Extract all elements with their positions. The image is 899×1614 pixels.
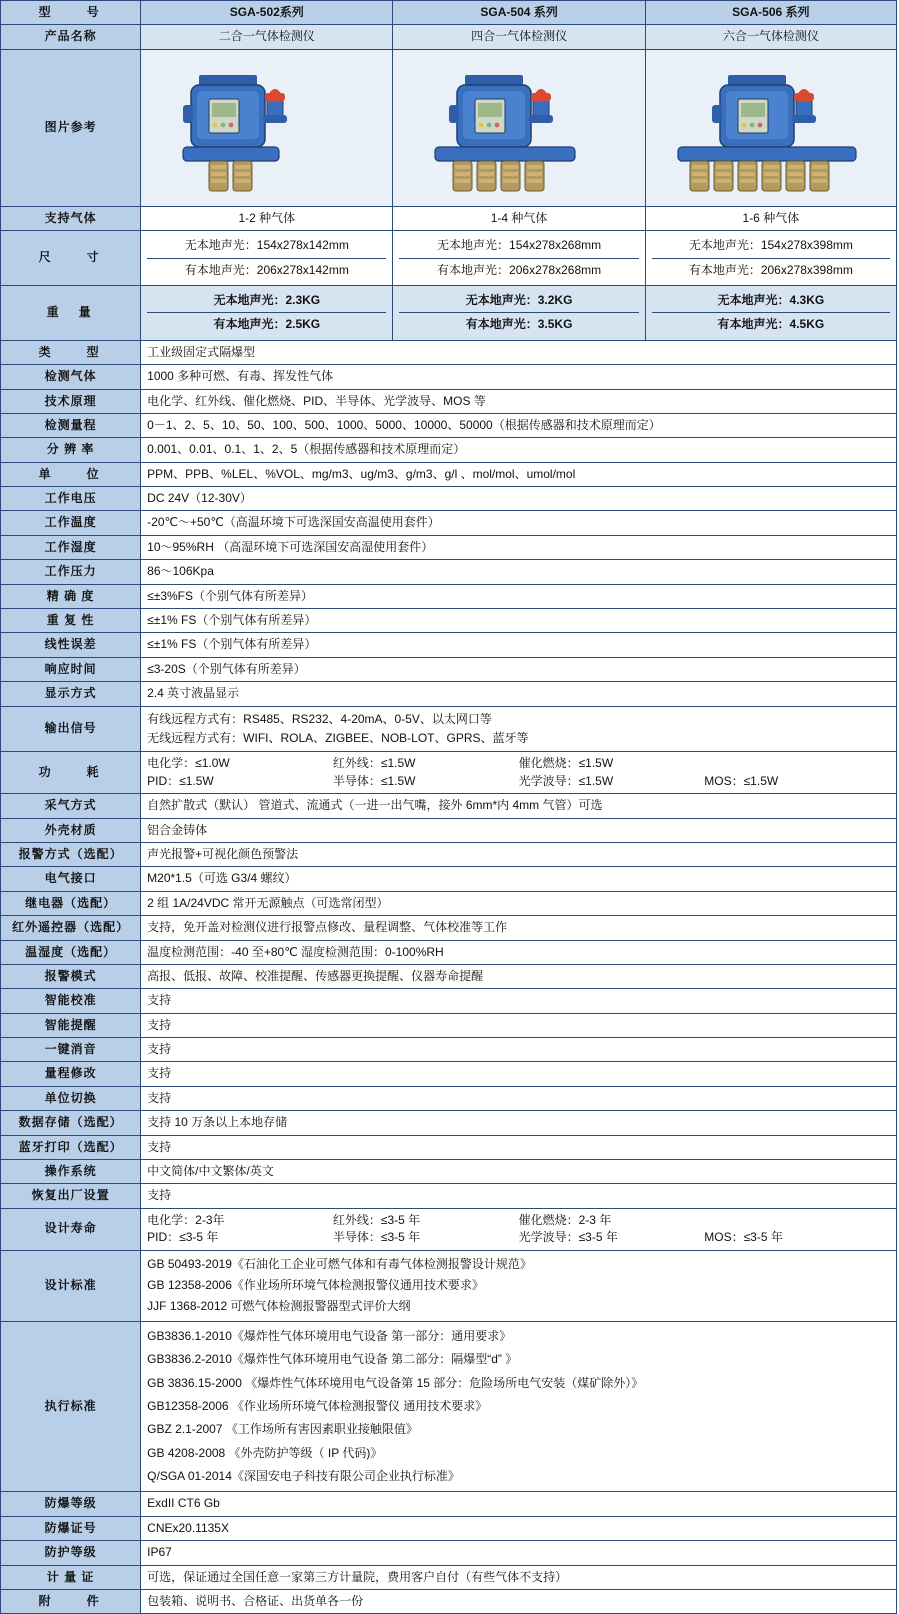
table-row-response-time (1, 657, 897, 681)
row-label-display: 显示方式 (1, 682, 141, 706)
row-label-sampling: 采气方式 (1, 794, 141, 818)
row-value-repeatability: ≤±1% FS（个别气体有所差异） (141, 609, 897, 633)
table-row-accessories (1, 1590, 897, 1614)
row-value-unit: PPM、PPB、%LEL、%VOL、mg/m3、ug/m3、g/m3、g/l 、mol/mol、umol/mol (141, 462, 897, 486)
size-502-line1: 无本地声光：154x278x142mm (147, 234, 386, 258)
table-row-work-temp (1, 511, 897, 535)
row-value-smart-calibration: 支持 (141, 989, 897, 1013)
row-value-type: 工业级固定式隔爆型 (141, 340, 897, 364)
row-label-shell-material: 外壳材质 (1, 818, 141, 842)
weight-506 (645, 285, 896, 340)
table-row-ir-remote (1, 916, 897, 940)
table-row-alarm-type (1, 842, 897, 866)
gas-detector-illustration-4in1 (399, 53, 609, 203)
row-value-voltage: DC 24V（12-30V） (141, 487, 897, 511)
power-item-7: 光学波导：≤1.5W (518, 773, 614, 788)
row-label-range: 检测量程 (1, 413, 141, 437)
table-row-shell-material (1, 818, 897, 842)
row-value-factory-reset: 支持 (141, 1184, 897, 1208)
row-value-metrology-cert: 可选，保证通过全国任意一家第三方计量院，费用客户自付（有些气体不支持） (141, 1565, 897, 1589)
size-506-line2: 有本地声光：206x278x398mm (688, 262, 853, 277)
life-item-8: MOS：≤3-5 年 (704, 1230, 783, 1245)
row-value-resolution: 0.001、0.01、0.1、1、2、5（根据传感器和技术原理而定） (141, 438, 897, 462)
row-value-accuracy: ≤±3%FS（个别气体有所差异） (141, 584, 897, 608)
product-image-502 (141, 49, 393, 206)
row-label-work-pressure: 工作压力 (1, 560, 141, 584)
row-value-detect-gas: 1000 多种可燃、有毒、挥发性气体 (141, 365, 897, 389)
row-value-os: 中文简体/中文繁体/英文 (141, 1160, 897, 1184)
product-name-502: 二合一气体检测仪 (141, 25, 393, 49)
row-value-smart-reminder: 支持 (141, 1013, 897, 1037)
row-label-one-key-mute: 一键消音 (1, 1038, 141, 1062)
size-504 (393, 231, 645, 286)
row-label-resolution: 分 辨 率 (1, 438, 141, 462)
row-label-design-life: 设计寿命 (1, 1208, 141, 1250)
gas-support-502: 1-2 种气体 (141, 206, 393, 230)
row-value-relay: 2 组 1A/24VDC 常开无源触点（可选常闭型） (141, 891, 897, 915)
row-label-accuracy: 精 确 度 (1, 584, 141, 608)
row-label-alarm-mode: 报警模式 (1, 964, 141, 988)
row-label-data-storage: 数据存储（选配） (1, 1111, 141, 1135)
row-value-ex-grade: ExdII CT6 Gb (141, 1492, 897, 1516)
output-line-2: 无线远程方式有：WIFI、ROLA、ZIGBEE、NOB-LOT、GPRS、蓝牙等 (147, 730, 529, 745)
power-item-3: 催化燃烧：≤1.5W (518, 756, 614, 771)
table-row-detect-gas (1, 365, 897, 389)
table-row-one-key-mute (1, 1038, 897, 1062)
table-row-repeatability (1, 609, 897, 633)
life-item-2: 红外线：≤3-5 年 (332, 1212, 421, 1227)
row-value-work-temp: -20℃～+50℃（高温环境下可选深国安高温使用套件） (141, 511, 897, 535)
product-image-504 (393, 49, 645, 206)
row-value-power (141, 752, 897, 794)
size-504-line2: 有本地声光：206x278x268mm (437, 262, 602, 277)
row-label-unit: 单 位 (1, 462, 141, 486)
row-value-exec-standard (141, 1321, 897, 1492)
table-row-sampling (1, 794, 897, 818)
table-row-exec-standard (1, 1321, 897, 1492)
table-row-resolution (1, 438, 897, 462)
row-value-range-modify: 支持 (141, 1062, 897, 1086)
table-row-os (1, 1160, 897, 1184)
row-value-data-storage: 支持 10 万条以上本地存储 (141, 1111, 897, 1135)
size-502 (141, 231, 393, 286)
row-value-response-time: ≤3-20S（个别气体有所差异） (141, 657, 897, 681)
row-label-size: 尺 寸 (1, 231, 141, 286)
life-item-6: 半导体：≤3-5 年 (332, 1230, 421, 1245)
table-row-image-reference (1, 49, 897, 206)
row-label-work-temp: 工作温度 (1, 511, 141, 535)
life-item-3: 催化燃烧：2-3 年 (518, 1212, 612, 1227)
row-value-linearity: ≤±1% FS（个别气体有所差异） (141, 633, 897, 657)
row-value-sampling: 自然扩散式（默认） 管道式、流通式（一进一出气嘴，接外 6mm*内 4mm 气管）可选 (141, 794, 897, 818)
row-label-output-signal: 输出信号 (1, 706, 141, 752)
weight-506-line2: 有本地声光：4.5KG (717, 317, 825, 332)
exec-std-line-2: GB3836.2-2010《爆炸性气体环境用电气设备 第二部分：隔爆型“d” 》 (147, 1352, 518, 1367)
product-image-506 (645, 49, 896, 206)
row-value-output-signal (141, 706, 897, 752)
weight-504-line2: 有本地声光：3.5KG (465, 317, 573, 332)
table-row-range (1, 413, 897, 437)
row-value-ip-grade: IP67 (141, 1541, 897, 1565)
row-label-product-name: 产品名称 (1, 25, 141, 49)
row-label-exec-standard: 执行标准 (1, 1321, 141, 1492)
table-row-relay (1, 891, 897, 915)
size-502-line2: 有本地声光：206x278x142mm (184, 262, 349, 277)
table-row-ex-grade (1, 1492, 897, 1516)
row-label-range-modify: 量程修改 (1, 1062, 141, 1086)
table-row-power (1, 752, 897, 794)
row-value-unit-switch: 支持 (141, 1086, 897, 1110)
row-label-ex-grade: 防爆等级 (1, 1492, 141, 1516)
gas-support-506: 1-6 种气体 (645, 206, 896, 230)
row-label-weight: 重 量 (1, 285, 141, 340)
weight-504-line1: 无本地声光：3.2KG (399, 289, 638, 313)
output-line-1: 有线远程方式有：RS485、RS232、4-20mA、0-5V、以太网口等 (147, 711, 492, 726)
row-label-ip-grade: 防护等级 (1, 1541, 141, 1565)
size-504-line1: 无本地声光：154x278x268mm (399, 234, 638, 258)
size-506 (645, 231, 896, 286)
row-label-smart-calibration: 智能校准 (1, 989, 141, 1013)
life-item-1: 电化学：2-3年 (147, 1212, 225, 1227)
table-row-electrical-interface (1, 867, 897, 891)
row-value-tech-principle: 电化学、红外线、催化燃烧、PID、半导体、光学波导、MOS 等 (141, 389, 897, 413)
row-label-bluetooth-print: 蓝牙打印（选配） (1, 1135, 141, 1159)
weight-502-line1: 无本地声光：2.3KG (147, 289, 386, 313)
row-value-design-life (141, 1208, 897, 1250)
table-row-product-name (1, 25, 897, 49)
row-label-power: 功 耗 (1, 752, 141, 794)
table-row-gas-support (1, 206, 897, 230)
row-label-model: 型 号 (1, 1, 141, 25)
gas-support-504: 1-4 种气体 (393, 206, 645, 230)
table-row-ip-grade (1, 1541, 897, 1565)
table-row-smart-calibration (1, 989, 897, 1013)
row-label-factory-reset: 恢复出厂设置 (1, 1184, 141, 1208)
table-row-smart-reminder (1, 1013, 897, 1037)
table-row-display (1, 682, 897, 706)
table-row-factory-reset (1, 1184, 897, 1208)
row-label-image-reference: 图片参考 (1, 49, 141, 206)
model-504: SGA-504 系列 (393, 1, 645, 25)
row-value-accessories: 包装箱、说明书、合格证、出货单各一份 (141, 1590, 897, 1614)
table-row-output-signal (1, 706, 897, 752)
design-std-line-2: GB 12358-2006《作业场所环境气体检测报警仪通用技术要求》 (147, 1277, 484, 1292)
row-label-ex-cert-no: 防爆证号 (1, 1516, 141, 1540)
table-row-work-humidity (1, 535, 897, 559)
row-label-smart-reminder: 智能提醒 (1, 1013, 141, 1037)
weight-504 (393, 285, 645, 340)
size-506-line1: 无本地声光：154x278x398mm (652, 234, 890, 258)
table-row-model (1, 1, 897, 25)
row-label-os: 操作系统 (1, 1160, 141, 1184)
table-row-accuracy (1, 584, 897, 608)
table-row-voltage (1, 487, 897, 511)
row-value-display: 2.4 英寸液晶显示 (141, 682, 897, 706)
table-row-tech-principle (1, 389, 897, 413)
table-row-linearity (1, 633, 897, 657)
gas-detector-illustration-2in1 (147, 53, 327, 203)
design-std-line-1: GB 50493-2019《石油化工企业可燃气体和有毒气体检测报警设计规范》 (147, 1256, 532, 1271)
exec-std-line-7: Q/SGA 01-2014《深国安电子科技有限公司企业执行标准》 (147, 1469, 460, 1484)
row-value-work-humidity: 10～95%RH （高湿环境下可选深国安高湿使用套件） (141, 535, 897, 559)
power-item-1: 电化学：≤1.0W (147, 756, 230, 771)
life-item-5: PID：≤3-5 年 (147, 1230, 219, 1245)
table-row-bluetooth-print (1, 1135, 897, 1159)
exec-std-line-1: GB3836.1-2010《爆炸性气体环境用电气设备 第一部分：通用要求》 (147, 1328, 512, 1343)
row-label-ir-remote: 红外遥控器（选配） (1, 916, 141, 940)
table-row-data-storage (1, 1111, 897, 1135)
power-item-2: 红外线：≤1.5W (332, 756, 416, 771)
gas-detector-illustration-6in1 (652, 53, 882, 203)
table-row-unit-switch (1, 1086, 897, 1110)
table-row-temp-humidity (1, 940, 897, 964)
table-row-work-pressure (1, 560, 897, 584)
row-label-linearity: 线性误差 (1, 633, 141, 657)
weight-506-line1: 无本地声光：4.3KG (652, 289, 890, 313)
row-label-accessories: 附 件 (1, 1590, 141, 1614)
table-row-range-modify (1, 1062, 897, 1086)
row-label-work-humidity: 工作湿度 (1, 535, 141, 559)
row-label-gas-support: 支持气体 (1, 206, 141, 230)
exec-std-line-4: GB12358-2006 《作业场所环境气体检测报警仪 通用技术要求》 (147, 1398, 488, 1413)
row-label-temp-humidity: 温湿度（选配） (1, 940, 141, 964)
row-label-electrical-interface: 电气接口 (1, 867, 141, 891)
row-value-alarm-mode: 高报、低报、故障、校准提醒、传感器更换提醒、仪器寿命提醒 (141, 964, 897, 988)
model-502: SGA-502系列 (141, 1, 393, 25)
row-label-tech-principle: 技术原理 (1, 389, 141, 413)
row-value-electrical-interface: M20*1.5（可选 G3/4 螺纹） (141, 867, 897, 891)
table-row-weight (1, 285, 897, 340)
table-row-size (1, 231, 897, 286)
table-row-ex-cert-no (1, 1516, 897, 1540)
weight-502-line2: 有本地声光：2.5KG (213, 317, 321, 332)
row-label-response-time: 响应时间 (1, 657, 141, 681)
row-value-design-standard (141, 1250, 897, 1321)
life-item-4 (704, 1212, 890, 1229)
product-name-504: 四合一气体检测仪 (393, 25, 645, 49)
power-item-8: MOS：≤1.5W (704, 773, 779, 788)
life-item-7: 光学波导：≤3-5 年 (518, 1230, 618, 1245)
row-value-bluetooth-print: 支持 (141, 1135, 897, 1159)
row-value-ex-cert-no: CNEx20.1135X (141, 1516, 897, 1540)
exec-std-line-6: GB 4208-2008 《外壳防护等级（ IP 代码)》 (147, 1445, 383, 1460)
table-row-alarm-mode (1, 964, 897, 988)
row-value-alarm-type: 声光报警+可视化颜色预警法 (141, 842, 897, 866)
row-value-shell-material: 铝合金铸体 (141, 818, 897, 842)
table-row-metrology-cert (1, 1565, 897, 1589)
product-name-506: 六合一气体检测仪 (645, 25, 896, 49)
row-value-ir-remote: 支持，免开盖对检测仪进行报警点修改、量程调整、气体校准等工作 (141, 916, 897, 940)
row-label-unit-switch: 单位切换 (1, 1086, 141, 1110)
exec-std-line-5: GBZ 2.1-2007 《工作场所有害因素职业接触限值》 (147, 1422, 418, 1437)
row-value-range: 0－1、2、5、10、50、100、500、1000、5000、10000、50000（根据传感器和技术原理而定） (141, 413, 897, 437)
table-row-type (1, 340, 897, 364)
row-value-work-pressure: 86～106Kpa (141, 560, 897, 584)
table-row-unit (1, 462, 897, 486)
power-item-6: 半导体：≤1.5W (332, 773, 416, 788)
row-label-type: 类 型 (1, 340, 141, 364)
table-row-design-standard (1, 1250, 897, 1321)
row-label-repeatability: 重 复 性 (1, 609, 141, 633)
weight-502 (141, 285, 393, 340)
power-item-5: PID：≤1.5W (147, 773, 214, 788)
design-std-line-3: JJF 1368-2012 可燃气体检测报警器型式评价大纲 (147, 1299, 411, 1314)
row-label-design-standard: 设计标准 (1, 1250, 141, 1321)
row-label-metrology-cert: 计 量 证 (1, 1565, 141, 1589)
row-value-temp-humidity: 温度检测范围：-40 至+80℃ 湿度检测范围：0-100%RH (141, 940, 897, 964)
row-value-one-key-mute: 支持 (141, 1038, 897, 1062)
model-506: SGA-506 系列 (645, 1, 896, 25)
power-item-4 (704, 755, 890, 772)
exec-std-line-3: GB 3836.15-2000 《爆炸性气体环境用电气设备第 15 部分：危险场所电气安装（煤矿除外）》 (147, 1375, 644, 1390)
row-label-alarm-type: 报警方式（选配） (1, 842, 141, 866)
row-label-detect-gas: 检测气体 (1, 365, 141, 389)
row-label-voltage: 工作电压 (1, 487, 141, 511)
table-row-design-life (1, 1208, 897, 1250)
row-label-relay: 继电器（选配） (1, 891, 141, 915)
